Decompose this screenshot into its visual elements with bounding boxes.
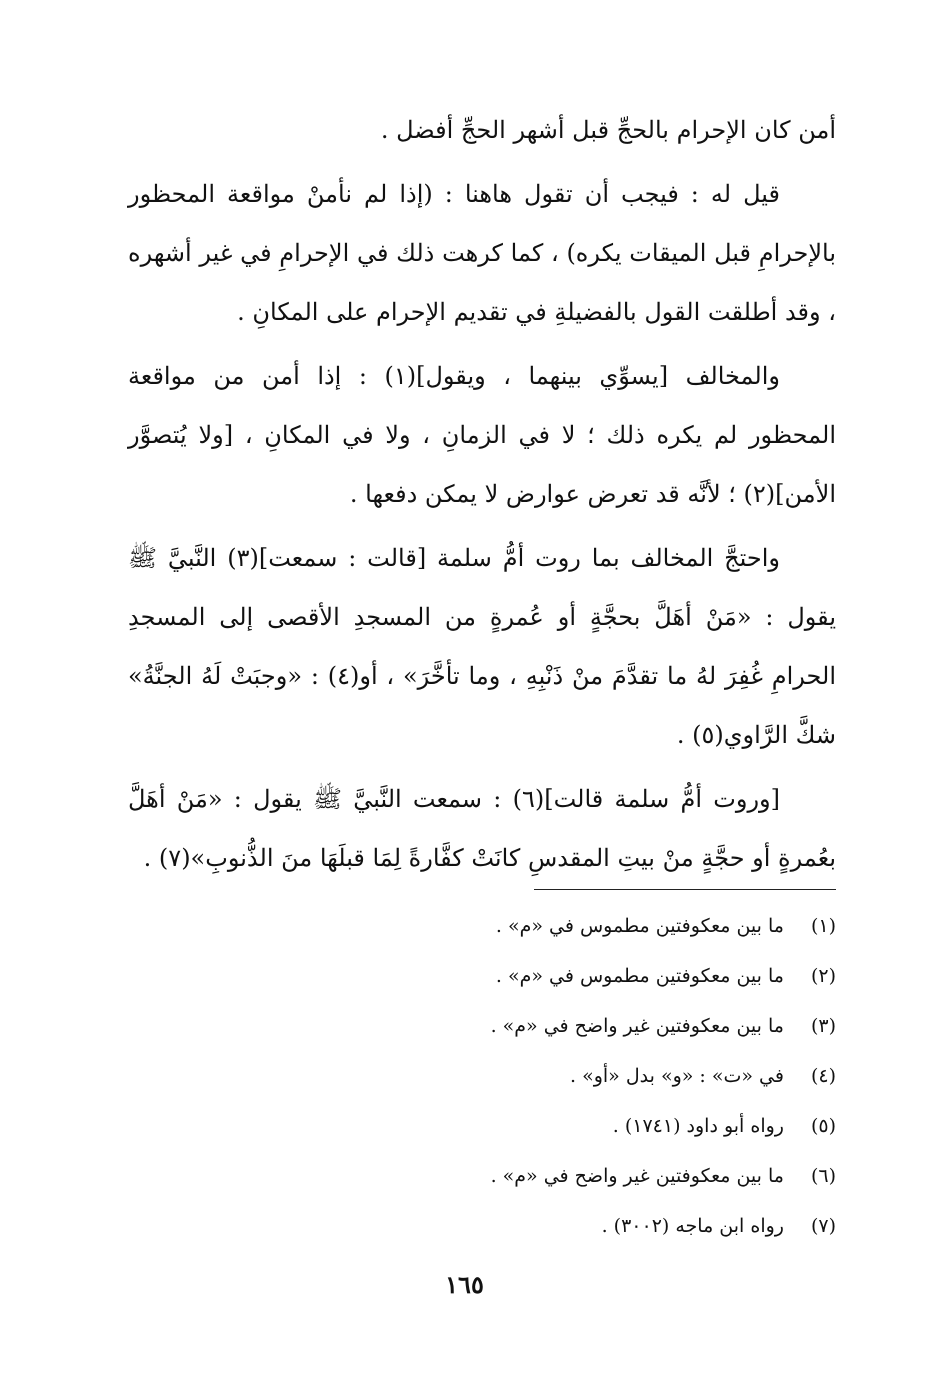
footnote-text: ما بين معكوفتين مطموس في «م» . (495, 915, 784, 937)
footnote-4 (376, 1051, 836, 1101)
footnote-number: (٧) (810, 1215, 836, 1237)
footnote-text: رواه أبو داود (١٧٤١) . (612, 1115, 784, 1137)
footnote-7 (376, 1201, 836, 1251)
footnote-number: (٤) (810, 1065, 836, 1087)
footnote-2 (376, 951, 836, 1001)
paragraph-4: واحتجَّ المخالف بما روت أمُّ سلمة [قالت : سمعت](٣) النَّبيَّ ﷺ يقول : «مَنْ أهَلَّ بحجَّةٍ أو عُمرةٍ من المسجدِ الأقصى إلى المسجدِ الحرامِ غُفِرَ لهُ ما تقدَّمَ منْ ذَنْبِهِ ، وما تأخَّرَ» ، أو(٤) : «وجبَتْ لَهُ الجنَّةُ» شكَّ الرَّاوي(٥) . (128, 544, 837, 749)
page-number: ١٦٥ (445, 1270, 484, 1299)
footnote-3 (376, 1001, 836, 1051)
footnotes (376, 901, 836, 1251)
footnote-text: ما بين معكوفتين غير واضح في «م» . (490, 1165, 784, 1187)
paragraph-1: أمن كان الإحرام بالحجِّ قبل أشهر الحجِّ أفضل . (380, 116, 836, 144)
footnote-divider (534, 889, 836, 890)
paragraph-3: والمخالف [يسوِّي بينهما ، ويقول](١) : إذا أمن من مواقعة المحظور لم يكره ذلك ؛ لا في الزمانِ ، ولا في المكانِ ، [ولا يُتصوَّر الأمن](٢) ؛ لأنَّه قد تعرض عوارض لا يمكن دفعها . (128, 362, 836, 508)
footnote-text: رواه ابن ماجه (٣٠٠٢) . (601, 1215, 784, 1237)
footnote-number: (٥) (810, 1115, 836, 1137)
footnote-number: (٣) (810, 1015, 836, 1037)
footnote-text: في «ت» : «و» بدل «أو» . (570, 1065, 784, 1087)
paragraph-5: [وروت أمُّ سلمة قالت](٦) : سمعت النَّبيَّ ﷺ يقول : «مَنْ أهَلَّ بعُمرةٍ أو حجَّةٍ منْ بيتِ المقدسِ كانَتْ كفَّارةً لِمَا قبلَهَا منَ الذُّنوبِ»(٧) . (128, 785, 836, 872)
footnote-6 (376, 1151, 836, 1201)
footnote-number: (١) (810, 915, 836, 937)
footnote-number: (٦) (810, 1165, 836, 1187)
paragraph-2: قيل له : فيجب أن تقول هاهنا : (إذا لم نأمنْ مواقعة المحظور بالإحرامِ قبل الميقات يكره) ، كما كرهت ذلك في الإحرامِ في غير أشهره ، وقد أطلقت القول بالفضيلةِ في تقديم الإحرام على المكانِ . (128, 180, 836, 326)
footnote-5 (376, 1101, 836, 1151)
footnote-number: (٢) (810, 965, 836, 987)
main-text (128, 101, 836, 888)
footnote-text: ما بين معكوفتين غير واضح في «م» . (490, 1015, 784, 1037)
footnote-1 (376, 901, 836, 951)
footnote-text: ما بين معكوفتين مطموس في «م» . (495, 965, 784, 987)
